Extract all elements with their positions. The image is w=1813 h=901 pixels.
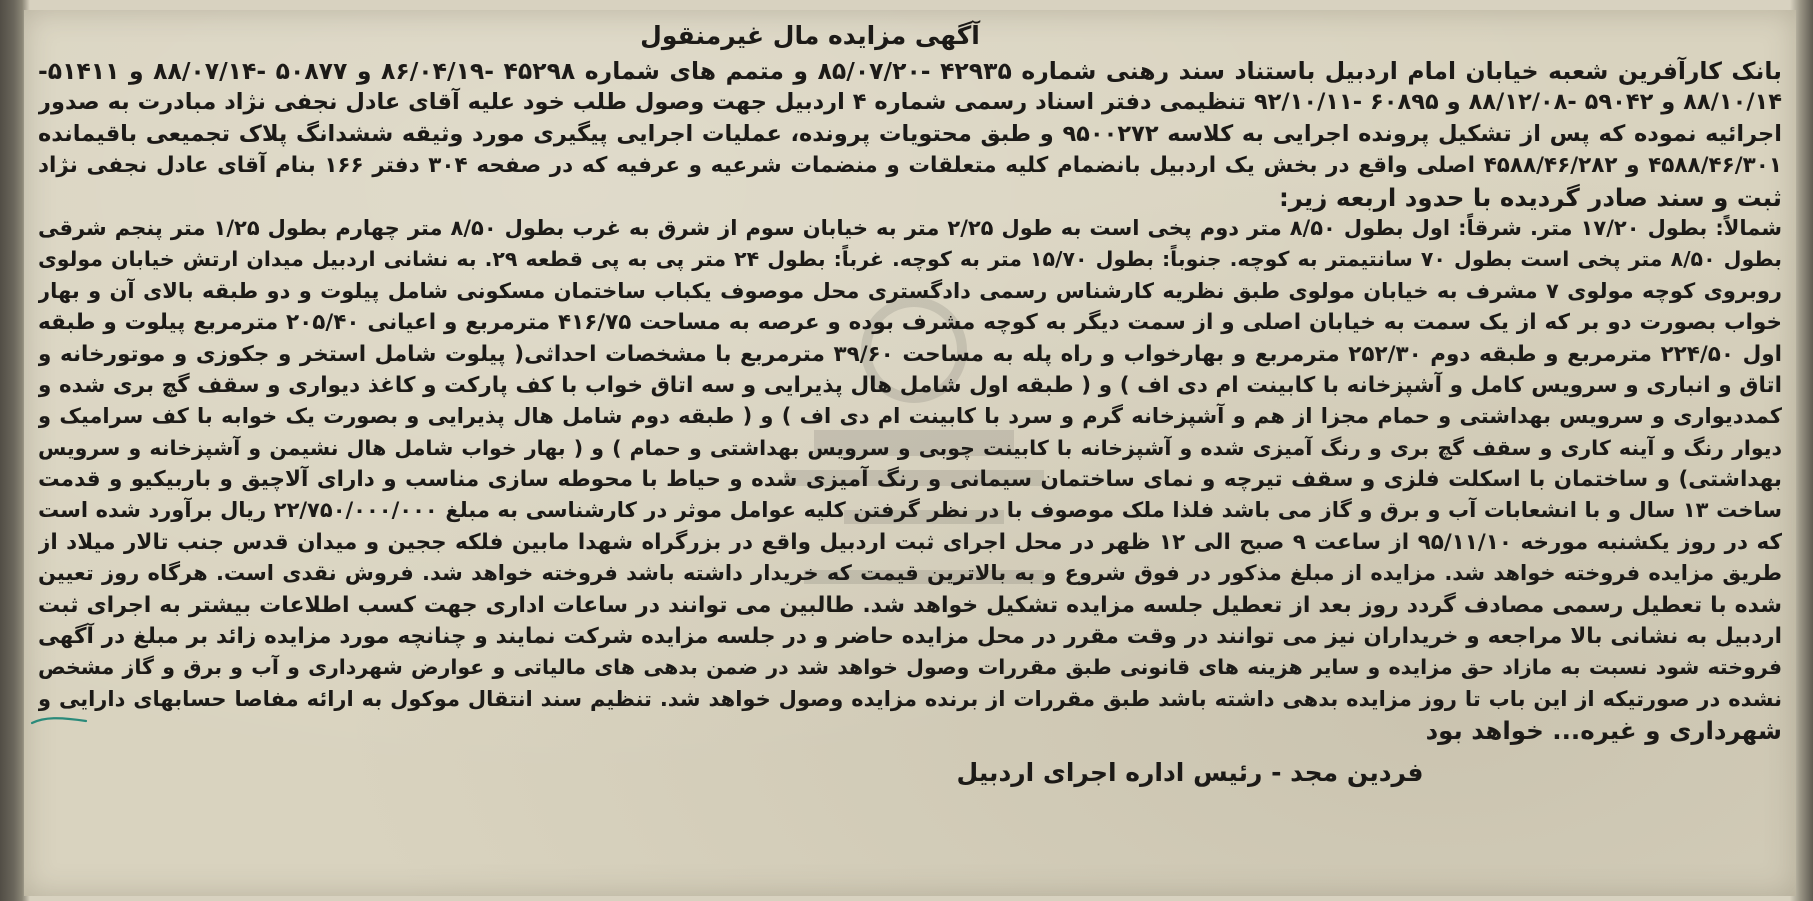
notice-line: طریق مزایده فروخته خواهد شد. مزایده از مبلغ مذکور در فوق شروع و به بالاترین قیمت که خریدار داشته باشد فروخته خواهد شد. فروش نقدی است. هرگاه روز تعیین [38,561,1782,586]
notice-line: کمددیواری و سرویس بهداشتی و حمام مجزا از هم و آشپزخانه گرم و سرد با کابینت ام دی اف ) و ( طبقه دوم شامل هال پذیرایی و بصورت یک خوابه با کف سرامیک و [38,404,1782,429]
notice-line: ساخت ۱۳ سال و با انشعابات آب و برق و گاز می باشد فلذا ملک موصوف با در نظر گرفتن کلیه عوامل موثر در کارشناسی به مبلغ ۲۲/۷۵۰/۰۰۰/۰۰۰ ریال برآورد شده است [38,498,1782,523]
notice-line: اجرائیه نموده که پس از تشکیل پرونده اجرایی به کلاسه ۹۵۰۰۲۷۲ و طبق محتویات پرونده، عملیات اجرایی پیگیری مورد وثیقه ششدانگ پلاک تجمیعی باقیمانده [38,120,1782,147]
notice-line: اول ۲۲۴/۵۰ مترمربع و طبقه دوم ۲۵۲/۳۰ مترمربع و بهارخواب و راه پله به مساحت ۳۹/۶۰ مترمربع با مشخصات احداثی( پیلوت شامل استخر و جکوزی و موتورخانه و [38,341,1782,367]
notice-line: بطول ۸/۵۰ متر پخی است بطول ۷۰ سانتیمتر به کوچه. جنوباً: بطول ۱۵/۷۰ متر به کوچه. غرباً: بطول ۲۴ متر پی به پی قطعه ۲۹. به نشانی اردبیل میدان ارتش خیابان مولوی [38,247,1782,272]
notice-signature: فردین مجد - رئیس اداره اجرای اردبیل [956,757,1424,787]
notice-line: فروخته شود نسبت به مازاد حق مزایده و سایر هزینه های قانونی طبق مقررات وصول خواهد شد در ضمن بدهی های مالیاتی و عوارض شهرداری و آب و برق و گاز مشخص [38,655,1782,680]
newspaper-clipping [24,10,1796,896]
notice-line: شهرداری و غیره... خواهد بود [1425,716,1782,746]
notice-line: شمالاً: بطول ۱۷/۲۰ متر. شرقاً: اول بطول ۸/۵۰ متر دوم پخی است به طول ۲/۲۵ متر به خیابان سوم از شرق به غرب بطول ۸/۵۰ متر چهارم بطول ۱/۲۵ متر پنجم شرقی [38,215,1782,240]
notice-line: دیوار رنگ و آینه کاری و سقف گچ بری و رنگ آمیزی شده و آشپزخانه با کابینت چوبی و سرویس بهداشتی و حمام ) و ( بهار خواب شامل هال نشیمن و آشپزخانه و سرویس [38,435,1782,460]
notice-line: اردبیل به نشانی بالا مراجعه و خریداران نیز می توانند در وقت مقرر در محل مزایده حاضر و در جلسه مزایده شرکت نمایند و چنانچه مورد مزایده زائد بر مبلغ در آگهی [38,624,1782,650]
notice-title: آگهی مزایده مال غیرمنقول [640,21,980,50]
notice-line: ۴۵۸۸/۴۶/۳۰۱ و ۴۵۸۸/۴۶/۲۸۲ اصلی واقع در بخش یک اردبیل بانضمام کلیه متعلقات و منضمات شرعیه و عرفیه که در صفحه ۳۰۴ دفتر ۱۶۶ بنام آقای عادل نجفی نژاد [38,153,1782,179]
notice-line: که در روز یکشنبه مورخه ۹۵/۱۱/۱۰ از ساعت ۹ صبح الی ۱۲ ظهر در محل اجرای ثبت اردبیل واقع در بزرگراه شهدا مابین فلکه ججین و میدان قدس جنب تالار میلاد از [38,529,1782,555]
notice-line: شده با تعطیل رسمی مصادف گردد روز بعد از تعطیل جلسه مزایده تشکیل خواهد شد. طالبین می توانند در ساعات اداری جهت کسب اطلاعات بیشتر به اجرای ثبت [38,592,1782,618]
notice-body [38,56,1782,747]
notice-line: اتاق و انباری و سرویس کامل و آشپزخانه با کابینت ام دی اف ) و ( طبقه اول شامل هال پذیرایی و سه اتاق خواب با کف پارکت و کاغذ دیواری و سقف گچ بری شده و [38,372,1782,398]
notice-line: ثبت و سند صادر گردیده با حدود اربعه زیر: [1278,182,1782,212]
notice-line: خواب بصورت دو بر که از یک سمت به خیابان اصلی و از سمت دیگر به کوچه مشرف بوده و عرصه به مساحت ۴۱۶/۷۵ مترمربع و اعیانی ۲۰۵/۴۰ مترمربع پیلوت و طبقه [38,310,1782,336]
notice-line: روبروی کوچه مولوی ۷ مشرف به خیابان مولوی طبق نظریه کارشناس رسمی دادگستری محل موصوف یکباب ساختمان مسکونی شامل پیلوت و دو طبقه بالای آن و بهار [38,278,1782,303]
notice-line: بهداشتی) و ساختمان با اسکلت فلزی و سقف تیرچه و نمای ساختمان سیمانی و رنگ آمیزی شده و حیاط با محوطه سازی مناسب و دارای آلاچیق و باربیکیو و قدمت [38,467,1782,493]
notice-line: ۸۸/۱۰/۱۴ و ۵۹۰۴۲ -۸۸/۱۲/۰۸ و ۶۰۸۹۵ -۹۲/۱۰/۱۱ تنظیمی دفتر اسناد رسمی شماره ۴ اردبیل جهت وصول طلب خود علیه آقای عادل نجفی نژاد مبادرت به صدور [38,89,1782,116]
notice-line: بانک کارآفرین شعبه خیابان امام اردبیل باستناد سند رهنی شماره ۴۲۹۳۵ -۸۵/۰۷/۲۰ و متمم های شماره ۴۵۲۹۸ -۸۶/۰۴/۱۹ و ۵۰۸۷۷ -۸۸/۰۷/۱۴ و ۵۱۴۱۱- [38,57,1782,85]
notice-line: نشده در صورتیکه از این باب تا روز مزایده بدهی داشته باشد طبق مقررات از برنده مزایده وصول خواهد شد. تنظیم سند انتقال موکول به ارائه مفاصا حسابهای دارایی و [38,686,1782,711]
auction-notice [38,16,1782,793]
